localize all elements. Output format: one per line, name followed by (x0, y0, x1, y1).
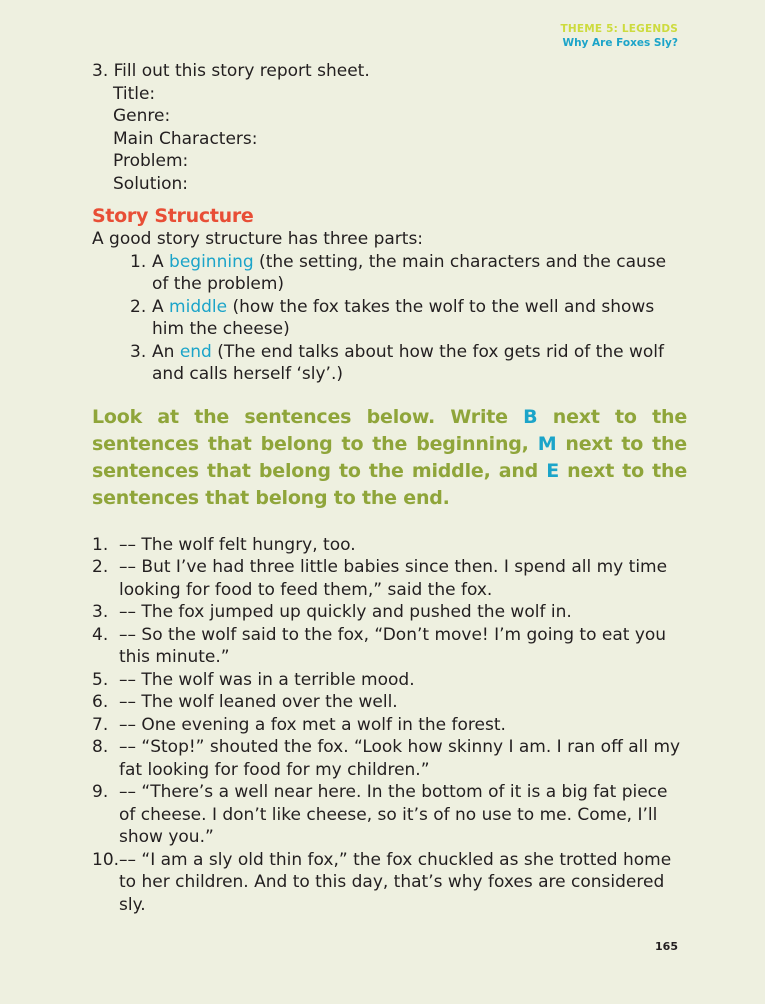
theme-label: THEME 5: LEGENDS (560, 23, 678, 35)
sentence-number: 9. (92, 782, 109, 802)
sentence-number: 2. (92, 557, 109, 577)
sentence-number: 10. (92, 849, 120, 870)
part-number: 2. (130, 296, 147, 317)
sentence-number: 4. (92, 624, 109, 645)
sentence-number: 5. (92, 669, 109, 690)
sentence-text: –– “Stop!” shouted the fox. “Look how skinny I am. I ran off all my fat looking for food for my children.” (119, 737, 681, 780)
sentence-item (92, 534, 687, 557)
structure-part-end (130, 341, 687, 386)
sentence-item (92, 556, 687, 601)
sentence-text: –– “I am a sly old thin fox,” the fox chuckled as she trotted home to her children. And to this day, that’s why foxes are considered sly. (119, 849, 672, 915)
part-article: A (152, 296, 170, 317)
structure-part-middle (130, 296, 687, 341)
page-number: 165 (655, 940, 678, 953)
sentence-number: 7. (92, 714, 109, 735)
part-number: 1. (130, 251, 147, 272)
report-field-solution: Solution: (113, 173, 188, 194)
exercise-instruction: Look at the sentences below. Write B next to the sentences that belong to the beginning, M next to the sentences that belong to the middle, and E next to the sentences that belong to the end. (92, 405, 688, 509)
sentence-text: –– The wolf was in a terrible mood. (119, 669, 415, 690)
letter-e: E (546, 459, 560, 482)
report-field-main-characters: Main Characters: (113, 128, 258, 149)
sentence-text: –– So the wolf said to the fox, “Don’t move! I’m going to eat you this minute.” (119, 624, 667, 667)
sentence-item (92, 849, 687, 917)
letter-b: B (523, 405, 538, 428)
sentence-item (92, 669, 687, 692)
part-article: An (152, 341, 180, 362)
question-3 (92, 60, 687, 195)
sentence-item (92, 601, 687, 624)
keyword-beginning: beginning (169, 251, 254, 272)
part-article: A (152, 251, 170, 272)
keyword-end: end (179, 341, 212, 362)
report-field-problem: Problem: (113, 151, 189, 171)
report-field-title: Title: (113, 83, 156, 104)
part-description: (how the fox takes the wolf to the well and shows him the cheese) (152, 296, 655, 339)
page-content (92, 60, 687, 916)
section-intro: A good story structure has three parts: (92, 229, 424, 249)
question-3-prompt: 3. Fill out this story report sheet. (92, 61, 370, 81)
sentence-text: –– The wolf felt hungry, too. (119, 534, 356, 555)
sentence-text: –– One evening a fox met a wolf in the forest. (119, 714, 506, 735)
structure-parts-list (92, 251, 687, 386)
sentence-text: –– “There’s a well near here. In the bottom of it is a big fat piece of cheese. I don’t like cheese, so it’s of no use to me. Come, I’ll show you.” (119, 782, 668, 847)
keyword-middle: middle (169, 296, 228, 317)
sentence-text: –– The wolf leaned over the well. (119, 692, 398, 712)
sentence-item (92, 691, 687, 714)
sentence-number: 1. (92, 534, 109, 555)
report-field-genre: Genre: (113, 106, 171, 126)
structure-part-beginning (130, 251, 687, 296)
part-description: (The end talks about how the fox gets rid of the wolf and calls herself ‘sly’.) (152, 341, 664, 384)
page-header (561, 22, 678, 50)
part-number: 3. (130, 341, 147, 362)
sentence-text: –– The fox jumped up quickly and pushed the wolf in. (119, 602, 572, 622)
part-description: (the setting, the main characters and the cause of the problem) (152, 251, 667, 294)
sentence-item (92, 781, 687, 849)
sentence-number: 8. (92, 737, 109, 757)
section-heading: Story Structure (92, 205, 254, 227)
sentence-number: 6. (92, 692, 109, 712)
letter-m: M (537, 432, 557, 455)
lesson-title: Why Are Foxes Sly? (562, 37, 678, 49)
sentence-item (92, 714, 687, 737)
sentence-number: 3. (92, 602, 109, 622)
sentence-list (92, 534, 687, 917)
sentence-item (92, 624, 687, 669)
sentence-text: –– But I’ve had three little babies since then. I spend all my time looking for food to feed them,” said the fox. (119, 557, 668, 600)
sentence-item (92, 736, 687, 781)
